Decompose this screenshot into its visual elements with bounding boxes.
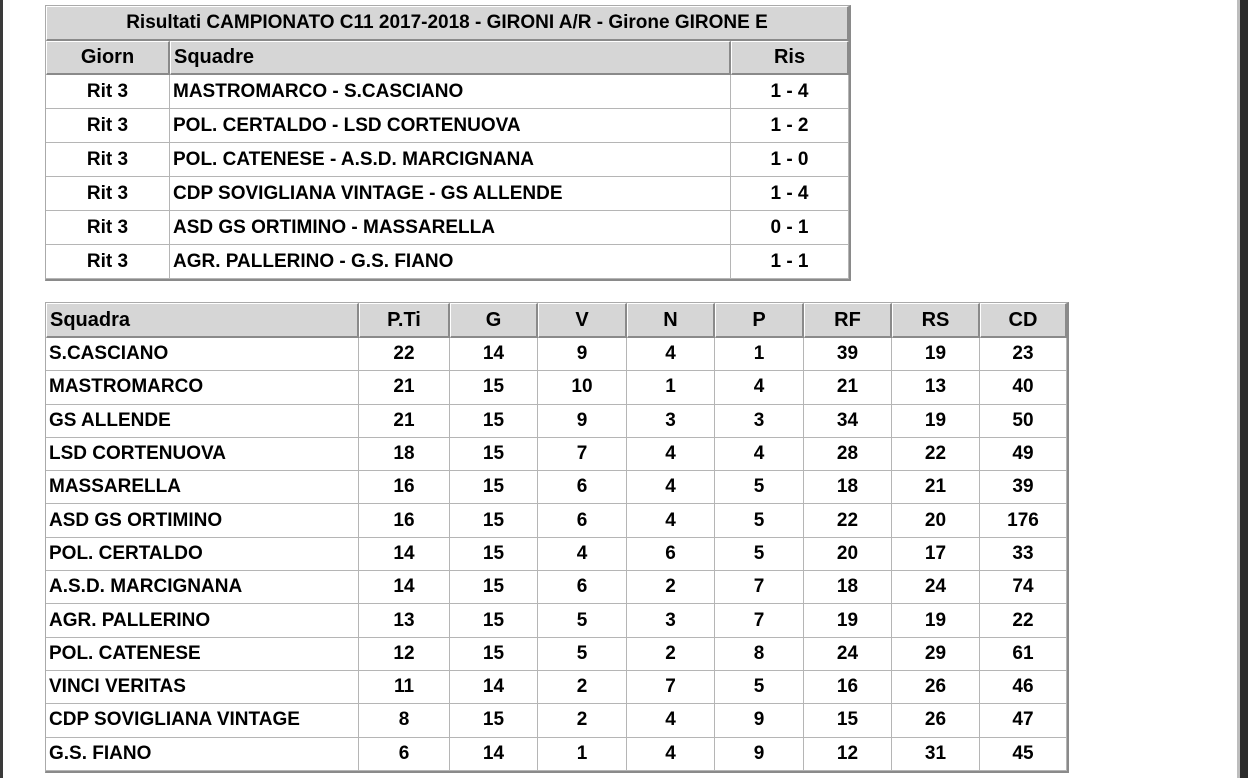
results-table	[45, 5, 851, 281]
standings-punti: 12	[359, 638, 450, 671]
standings-reti-fatte: 18	[804, 471, 892, 504]
header-nulle: N	[627, 303, 715, 338]
result-ris: 1 - 4	[731, 75, 849, 109]
standings-nulle: 6	[627, 538, 715, 571]
standings-punti: 16	[359, 504, 450, 537]
standings-nulle: 4	[627, 738, 715, 771]
standings-punti: 13	[359, 604, 450, 637]
standings-punti: 8	[359, 704, 450, 737]
header-coppa-disciplina: CD	[980, 303, 1067, 338]
result-giornata: Rit 3	[46, 109, 170, 143]
standings-vinte: 5	[538, 604, 627, 637]
window-right-edge	[1240, 0, 1248, 778]
standings-coppa-disciplina: 176	[980, 504, 1067, 537]
standings-team-name: POL. CERTALDO	[46, 538, 359, 571]
result-ris: 1 - 0	[731, 143, 849, 177]
standings-perse: 1	[715, 338, 804, 371]
standings-row	[46, 371, 1067, 404]
standings-reti-subite: 21	[892, 471, 980, 504]
standings-coppa-disciplina: 40	[980, 371, 1067, 404]
results-header-row	[46, 41, 849, 75]
standings-vinte: 2	[538, 704, 627, 737]
standings-perse: 4	[715, 438, 804, 471]
header-reti-fatte: RF	[804, 303, 892, 338]
standings-coppa-disciplina: 45	[980, 738, 1067, 771]
standings-nulle: 2	[627, 638, 715, 671]
result-ris: 0 - 1	[731, 211, 849, 245]
standings-team-name: A.S.D. MARCIGNANA	[46, 571, 359, 604]
header-squadra: Squadra	[46, 303, 359, 338]
standings-nulle: 1	[627, 371, 715, 404]
standings-nulle: 7	[627, 671, 715, 704]
standings-giocate: 15	[450, 538, 538, 571]
result-row	[46, 75, 849, 109]
result-ris: 1 - 1	[731, 245, 849, 279]
result-row	[46, 177, 849, 211]
standings-giocate: 15	[450, 371, 538, 404]
standings-team-name: ASD GS ORTIMINO	[46, 504, 359, 537]
standings-perse: 5	[715, 504, 804, 537]
result-squadre: POL. CATENESE - A.S.D. MARCIGNANA	[170, 143, 731, 177]
standings-team-name: POL. CATENESE	[46, 638, 359, 671]
standings-perse: 7	[715, 571, 804, 604]
standings-punti: 16	[359, 471, 450, 504]
standings-vinte: 2	[538, 671, 627, 704]
standings-header-row	[46, 303, 1067, 338]
standings-perse: 4	[715, 371, 804, 404]
standings-giocate: 15	[450, 471, 538, 504]
standings-perse: 8	[715, 638, 804, 671]
standings-perse: 5	[715, 671, 804, 704]
standings-giocate: 14	[450, 671, 538, 704]
header-reti-subite: RS	[892, 303, 980, 338]
header-giornata: Giorn	[46, 41, 170, 75]
standings-nulle: 2	[627, 571, 715, 604]
header-ris: Ris	[731, 41, 849, 75]
standings-reti-subite: 17	[892, 538, 980, 571]
standings-table	[45, 302, 1069, 773]
standings-coppa-disciplina: 49	[980, 438, 1067, 471]
standings-coppa-disciplina: 33	[980, 538, 1067, 571]
standings-vinte: 6	[538, 471, 627, 504]
standings-reti-fatte: 24	[804, 638, 892, 671]
standings-vinte: 4	[538, 538, 627, 571]
standings-reti-subite: 19	[892, 405, 980, 438]
standings-giocate: 15	[450, 604, 538, 637]
standings-reti-fatte: 39	[804, 338, 892, 371]
standings-coppa-disciplina: 46	[980, 671, 1067, 704]
standings-row	[46, 704, 1067, 737]
standings-team-name: MASSARELLA	[46, 471, 359, 504]
result-squadre: POL. CERTALDO - LSD CORTENUOVA	[170, 109, 731, 143]
standings-giocate: 15	[450, 405, 538, 438]
standings-team-name: G.S. FIANO	[46, 738, 359, 771]
standings-vinte: 1	[538, 738, 627, 771]
standings-nulle: 4	[627, 704, 715, 737]
result-row	[46, 245, 849, 279]
standings-reti-fatte: 28	[804, 438, 892, 471]
standings-vinte: 6	[538, 571, 627, 604]
result-ris: 1 - 4	[731, 177, 849, 211]
standings-giocate: 15	[450, 704, 538, 737]
standings-reti-fatte: 20	[804, 538, 892, 571]
standings-giocate: 15	[450, 638, 538, 671]
standings-row	[46, 638, 1067, 671]
standings-punti: 22	[359, 338, 450, 371]
standings-perse: 7	[715, 604, 804, 637]
standings-perse: 9	[715, 738, 804, 771]
result-squadre: MASTROMARCO - S.CASCIANO	[170, 75, 731, 109]
header-giocate: G	[450, 303, 538, 338]
standings-nulle: 3	[627, 604, 715, 637]
standings-reti-fatte: 15	[804, 704, 892, 737]
standings-coppa-disciplina: 23	[980, 338, 1067, 371]
standings-reti-fatte: 22	[804, 504, 892, 537]
standings-punti: 14	[359, 571, 450, 604]
standings-punti: 11	[359, 671, 450, 704]
standings-reti-subite: 29	[892, 638, 980, 671]
header-punti: P.Ti	[359, 303, 450, 338]
standings-reti-fatte: 12	[804, 738, 892, 771]
standings-reti-fatte: 16	[804, 671, 892, 704]
standings-reti-subite: 31	[892, 738, 980, 771]
standings-punti: 6	[359, 738, 450, 771]
standings-reti-subite: 13	[892, 371, 980, 404]
standings-row	[46, 538, 1067, 571]
standings-coppa-disciplina: 39	[980, 471, 1067, 504]
result-squadre: ASD GS ORTIMINO - MASSARELLA	[170, 211, 731, 245]
result-row	[46, 109, 849, 143]
standings-row	[46, 504, 1067, 537]
standings-team-name: MASTROMARCO	[46, 371, 359, 404]
standings-coppa-disciplina: 50	[980, 405, 1067, 438]
standings-vinte: 9	[538, 405, 627, 438]
standings-team-name: S.CASCIANO	[46, 338, 359, 371]
standings-vinte: 6	[538, 504, 627, 537]
standings-nulle: 4	[627, 471, 715, 504]
standings-reti-subite: 26	[892, 704, 980, 737]
standings-vinte: 9	[538, 338, 627, 371]
window-left-edge	[0, 0, 3, 778]
standings-nulle: 4	[627, 338, 715, 371]
results-title: Risultati CAMPIONATO C11 2017-2018 - GIRONI A/R - Girone GIRONE E	[46, 6, 849, 41]
standings-row	[46, 604, 1067, 637]
standings-punti: 14	[359, 538, 450, 571]
standings-vinte: 10	[538, 371, 627, 404]
result-giornata: Rit 3	[46, 245, 170, 279]
standings-nulle: 4	[627, 504, 715, 537]
standings-team-name: AGR. PALLERINO	[46, 604, 359, 637]
standings-reti-subite: 24	[892, 571, 980, 604]
standings-nulle: 3	[627, 405, 715, 438]
result-row	[46, 143, 849, 177]
standings-perse: 3	[715, 405, 804, 438]
result-giornata: Rit 3	[46, 143, 170, 177]
standings-row	[46, 338, 1067, 371]
standings-team-name: CDP SOVIGLIANA VINTAGE	[46, 704, 359, 737]
standings-reti-fatte: 18	[804, 571, 892, 604]
standings-reti-subite: 26	[892, 671, 980, 704]
standings-vinte: 7	[538, 438, 627, 471]
standings-reti-fatte: 21	[804, 371, 892, 404]
standings-giocate: 15	[450, 571, 538, 604]
standings-row	[46, 471, 1067, 504]
standings-perse: 5	[715, 471, 804, 504]
standings-coppa-disciplina: 22	[980, 604, 1067, 637]
result-row	[46, 211, 849, 245]
standings-row	[46, 405, 1067, 438]
standings-coppa-disciplina: 61	[980, 638, 1067, 671]
result-squadre: AGR. PALLERINO - G.S. FIANO	[170, 245, 731, 279]
standings-giocate: 15	[450, 504, 538, 537]
standings-reti-subite: 20	[892, 504, 980, 537]
result-ris: 1 - 2	[731, 109, 849, 143]
standings-giocate: 14	[450, 338, 538, 371]
result-giornata: Rit 3	[46, 177, 170, 211]
result-squadre: CDP SOVIGLIANA VINTAGE - GS ALLENDE	[170, 177, 731, 211]
standings-reti-subite: 19	[892, 338, 980, 371]
standings-row	[46, 671, 1067, 704]
standings-reti-subite: 19	[892, 604, 980, 637]
standings-vinte: 5	[538, 638, 627, 671]
standings-punti: 18	[359, 438, 450, 471]
result-giornata: Rit 3	[46, 211, 170, 245]
standings-reti-fatte: 34	[804, 405, 892, 438]
header-vinte: V	[538, 303, 627, 338]
standings-punti: 21	[359, 371, 450, 404]
standings-perse: 5	[715, 538, 804, 571]
standings-reti-subite: 22	[892, 438, 980, 471]
standings-row	[46, 438, 1067, 471]
standings-team-name: VINCI VERITAS	[46, 671, 359, 704]
standings-team-name: GS ALLENDE	[46, 405, 359, 438]
result-giornata: Rit 3	[46, 75, 170, 109]
standings-row	[46, 571, 1067, 604]
standings-coppa-disciplina: 74	[980, 571, 1067, 604]
standings-giocate: 15	[450, 438, 538, 471]
standings-team-name: LSD CORTENUOVA	[46, 438, 359, 471]
standings-perse: 9	[715, 704, 804, 737]
standings-row	[46, 738, 1067, 771]
standings-giocate: 14	[450, 738, 538, 771]
header-perse: P	[715, 303, 804, 338]
standings-reti-fatte: 19	[804, 604, 892, 637]
standings-coppa-disciplina: 47	[980, 704, 1067, 737]
standings-nulle: 4	[627, 438, 715, 471]
header-squadre: Squadre	[170, 41, 731, 75]
standings-punti: 21	[359, 405, 450, 438]
